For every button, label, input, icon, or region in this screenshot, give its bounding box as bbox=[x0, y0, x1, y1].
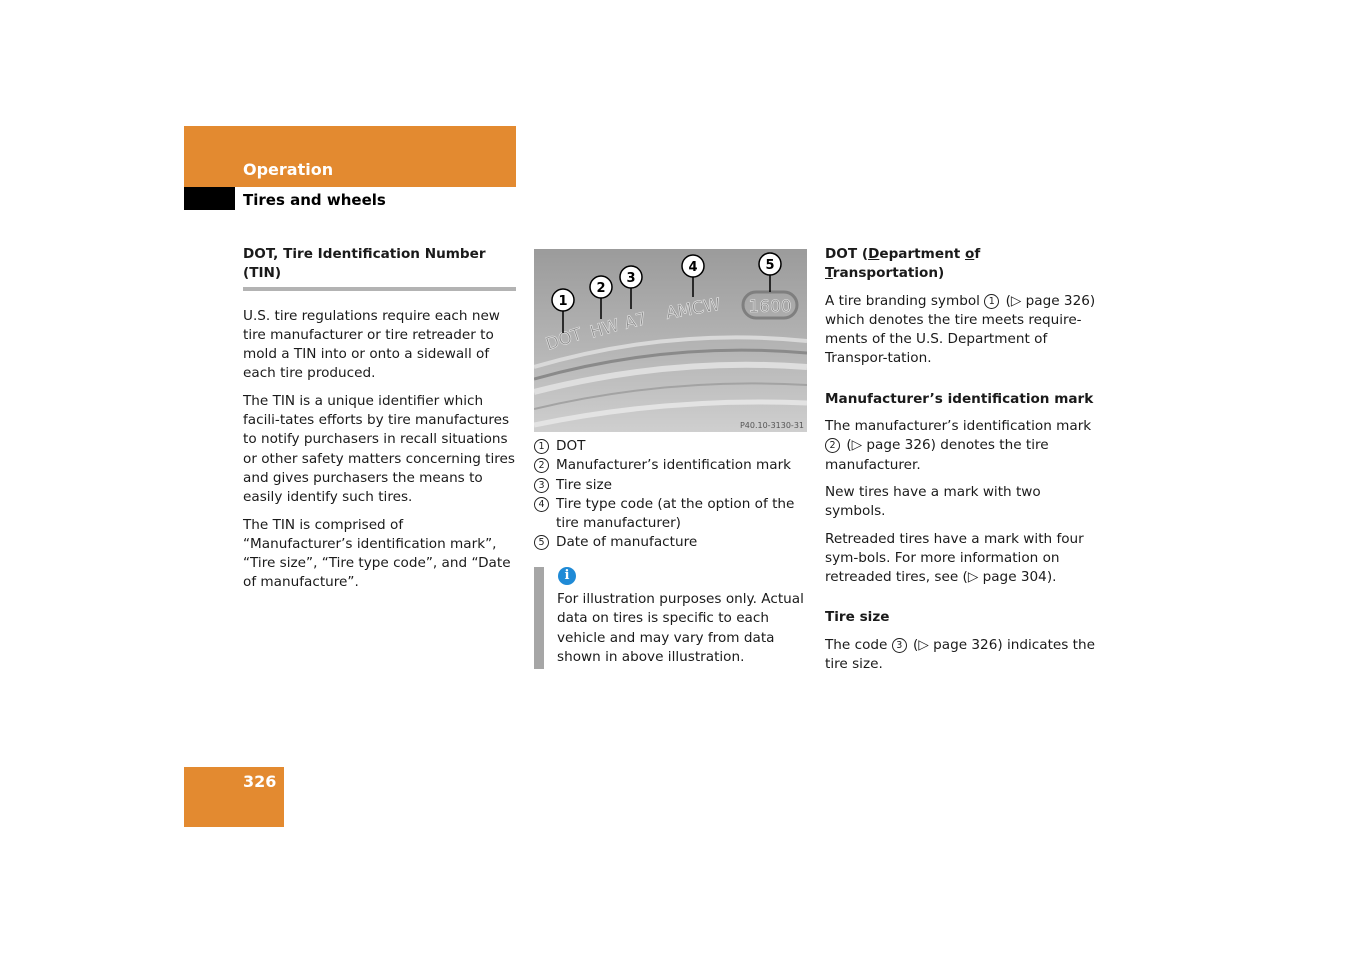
legend-number: 5 bbox=[534, 535, 549, 550]
mfr-mark-paragraph-1: The manufacturer’s identification mark 2 (▷ page 326) denotes the tire manufacturer. bbox=[825, 418, 1092, 473]
tin-paragraph-1: U.S. tire regulations require each new tire manufacturer or tire retreader to mold a TIN into or onto a sidewall of each tire produced. bbox=[243, 307, 500, 382]
callout-4-label: 4 bbox=[688, 260, 698, 275]
legend-item bbox=[534, 476, 808, 495]
mfr-mark-heading: Manufacturer’s identification mark bbox=[825, 390, 1094, 407]
ref-number: 1 bbox=[984, 294, 999, 309]
tin-paragraph-2: The TIN is a unique identifier which facili-tates efforts by tire manufactures to notify purchasers in recall situations or other safety matters concerning tires and gives purchasers the means to easily identify such tires. bbox=[243, 392, 516, 506]
tin-paragraph-3: The TIN is comprised of “Manufacturer’s identification mark”, “Tire size”, “Tire type code”, and “Date of manufacture”. bbox=[243, 516, 511, 591]
info-note-text: For illustration purposes only. Actual data on tires is specific to each vehicle and may vary from data shown in above illustration. bbox=[557, 591, 804, 665]
ref-number: 3 bbox=[892, 638, 907, 653]
left-column bbox=[243, 245, 516, 601]
legend-number: 3 bbox=[534, 478, 549, 493]
sidewall-text-hw: HW bbox=[587, 315, 622, 343]
info-note-bar bbox=[534, 567, 544, 669]
legend-text: DOT bbox=[556, 438, 586, 454]
dot-paragraph: A tire branding symbol 1 (▷ page 326) which denotes the tire meets require-ments of the U.S. Department of Transpor-tation. bbox=[825, 292, 1096, 367]
legend-number: 4 bbox=[534, 497, 549, 512]
dot-heading: DOT (Department of Transportation) bbox=[825, 246, 981, 282]
section-title: Operation bbox=[243, 160, 334, 179]
callout-1-label: 1 bbox=[558, 294, 568, 309]
tin-heading: DOT, Tire Identification Number (TIN) bbox=[243, 245, 516, 291]
sidewall-text-dot: DOT bbox=[543, 324, 585, 355]
right-column bbox=[825, 245, 1103, 682]
subsection-title: Tires and wheels bbox=[243, 191, 386, 209]
sidewall-text-amcw: AMCW bbox=[664, 294, 723, 324]
sidewall-text-date: 1600 bbox=[748, 297, 792, 317]
callout-3-label: 3 bbox=[626, 271, 636, 286]
page-number: 326 bbox=[243, 772, 277, 791]
legend-item bbox=[534, 456, 808, 475]
section-header-bar bbox=[184, 126, 516, 187]
legend-text: Tire size bbox=[556, 476, 612, 493]
legend-number: 1 bbox=[534, 439, 549, 454]
mfr-mark-paragraph-2: New tires have a mark with two symbols. bbox=[825, 483, 1041, 520]
illustration-legend bbox=[534, 437, 808, 553]
image-code: P40.10-3130-31 bbox=[739, 421, 804, 430]
legend-item bbox=[534, 533, 808, 552]
legend-number: 2 bbox=[534, 458, 549, 473]
mfr-mark-paragraph-3: Retreaded tires have a mark with four sym-bols. For more information on retreaded tires, see (▷ page 304). bbox=[825, 530, 1084, 586]
tire-size-paragraph: The code 3 (▷ page 326) indicates the tire size. bbox=[825, 636, 1095, 673]
legend-text: Tire type code (at the option of the tire manufacturer) bbox=[556, 495, 795, 532]
info-icon: i bbox=[558, 567, 576, 585]
tire-sidewall-illustration bbox=[534, 249, 807, 432]
legend-column bbox=[534, 437, 808, 553]
tire-size-heading: Tire size bbox=[825, 609, 890, 626]
legend-text: Manufacturer’s identification mark bbox=[556, 457, 792, 474]
callout-5-label: 5 bbox=[765, 258, 775, 273]
legend-item bbox=[534, 437, 808, 456]
sidewall-text-a7: A7 bbox=[622, 309, 649, 334]
legend-text: Date of manufacture bbox=[556, 534, 698, 551]
subsection-marker bbox=[184, 187, 235, 210]
ref-number: 2 bbox=[825, 438, 840, 453]
callout-2-label: 2 bbox=[596, 281, 606, 296]
legend-item bbox=[534, 495, 808, 534]
info-note bbox=[534, 567, 808, 669]
